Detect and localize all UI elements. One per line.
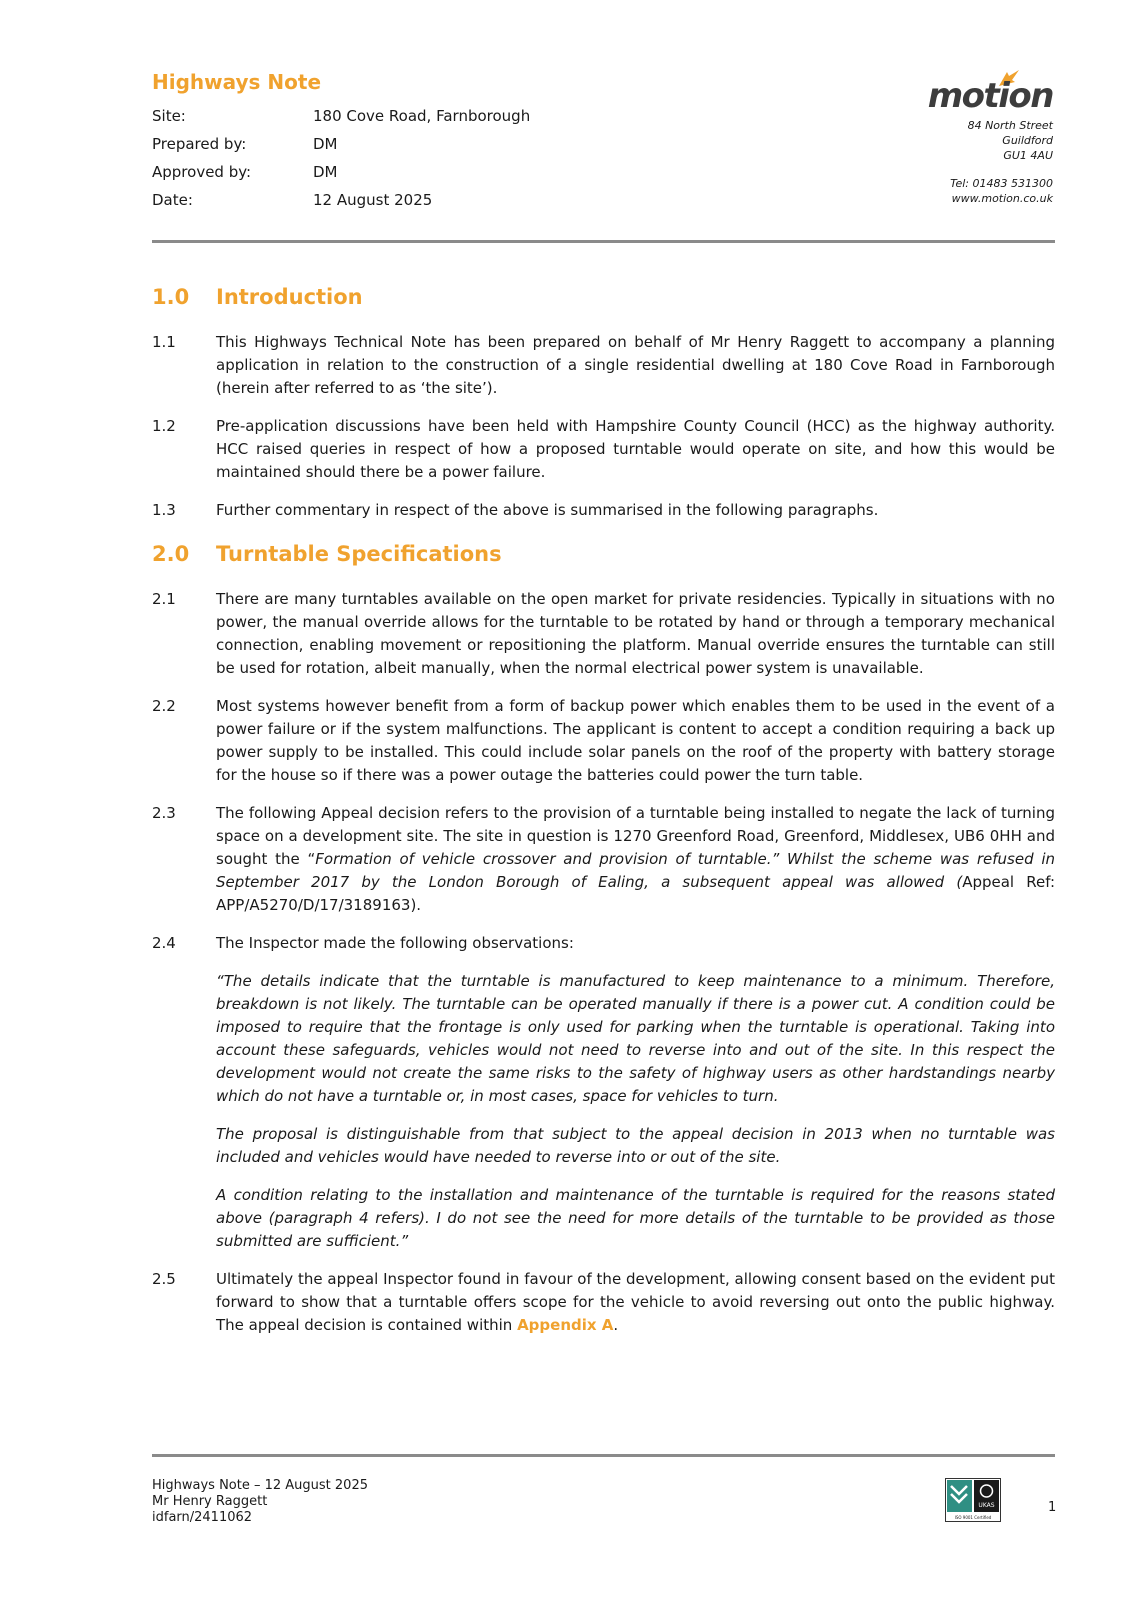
motion-logo bbox=[913, 68, 1053, 114]
paragraph-text: This Highways Technical Note has been prepared on behalf of Mr Henry Raggett to accompany a planning application in relation to the construction of a single residential dwelling at 180 Cove Road in Farnborough (herein after referred to as ‘the site’). bbox=[216, 333, 1055, 397]
company-address bbox=[950, 118, 1053, 206]
footer-line: Mr Henry Raggett bbox=[152, 1494, 268, 1509]
paragraph-text-part: The following Appeal decision refers to the provision of a turntable being installed to negate the lack of turning space on a development site. The site in question is 1270 Greenford Road, Greenford, Middlesex, UB6 0HH and sought the “ bbox=[216, 804, 1055, 868]
paragraph-number: 1.2 bbox=[152, 417, 176, 435]
paragraph-1-2 bbox=[152, 415, 1055, 484]
address-line: 84 North Street bbox=[967, 119, 1053, 132]
meta-label: Approved by: bbox=[152, 163, 252, 181]
cert-badge-label: UKAS bbox=[978, 1502, 995, 1509]
section-heading-turntable-specifications bbox=[152, 542, 1055, 566]
section-number: 1.0 bbox=[152, 285, 190, 309]
company-telephone: Tel: 01483 531300 bbox=[950, 177, 1053, 190]
paragraph-text: Pre-application discussions have been held with Hampshire County Council (HCC) as the highway authority. HCC raised queries in respect of how a proposed turntable would operate on site, and how this would be maintained should there be a power failure. bbox=[216, 417, 1055, 481]
paragraph-2-2 bbox=[152, 695, 1055, 787]
meta-row-approved-by bbox=[152, 158, 530, 186]
inspector-quote: “The details indicate that the turntable is manufactured to keep maintenance to a minimum. Therefore, breakdown is not likely. The turntable can be operated manually if there is a power cut. A condition could be imposed to require that the frontage is only used for parking when the turntable is operational. Taking into account these safeguards, vehicles would not need to reverse into and out of the site. In this respect the development would not create the same risks to the safety of highway users as other hardstandings nearby which do not have a turntable or, in most cases, space for vehicles to turn. bbox=[216, 972, 1055, 1105]
paragraph-text: The Inspector made the following observations: bbox=[216, 934, 574, 952]
paragraph-2-4 bbox=[152, 932, 1055, 955]
paragraph-number: 2.1 bbox=[152, 590, 176, 608]
paragraph-2-3 bbox=[152, 802, 1055, 917]
meta-value: DM bbox=[313, 135, 338, 153]
meta-label: Prepared by: bbox=[152, 135, 247, 153]
meta-value: DM bbox=[313, 163, 338, 181]
paragraph-number: 2.5 bbox=[152, 1270, 176, 1288]
document-meta bbox=[152, 102, 530, 214]
paragraph-text bbox=[216, 1268, 1055, 1337]
paragraph-number: 1.1 bbox=[152, 333, 176, 351]
logo-wordmark: motion bbox=[927, 76, 1053, 116]
page-number: 1 bbox=[1048, 1500, 1057, 1515]
inspector-quote: The proposal is distinguishable from that subject to the appeal decision in 2013 when no turntable was included and vehicles would have needed to reverse into or out of the site. bbox=[216, 1125, 1055, 1166]
paragraph-1-1 bbox=[152, 331, 1055, 400]
meta-row-date bbox=[152, 186, 530, 214]
header-divider bbox=[152, 240, 1055, 243]
certification-badge-icon bbox=[945, 1478, 1001, 1522]
meta-row-prepared-by bbox=[152, 130, 530, 158]
meta-label: Date: bbox=[152, 191, 193, 209]
section-heading-introduction bbox=[152, 285, 1055, 309]
meta-value: 180 Cove Road, Farnborough bbox=[313, 107, 531, 125]
paragraph-text: There are many turntables available on the open market for private residencies. Typically in situations with no power, the manual override allows for the turntable to be rotated by hand or through a temporary mechanical connection, enabling movement or repositioning the platform. Manual override ensures the turntable can still be used for rotation, albeit manually, when the normal electrical power system is unavailable. bbox=[216, 590, 1055, 677]
section-number: 2.0 bbox=[152, 542, 190, 566]
document-body bbox=[152, 285, 1055, 1352]
meta-label: Site: bbox=[152, 107, 186, 125]
paragraph-number: 2.2 bbox=[152, 697, 176, 715]
paragraph-number: 2.3 bbox=[152, 804, 176, 822]
quoted-description: Formation of vehicle crossover and provision of turntable.” Whilst the scheme was refused in September 2017 by the London Borough of Ealing, a subsequent appeal was allowed ( bbox=[216, 850, 1055, 891]
footer-line: Highways Note – 12 August 2025 bbox=[152, 1478, 368, 1493]
meta-value: 12 August 2025 bbox=[313, 191, 433, 209]
footer-divider bbox=[152, 1454, 1055, 1457]
paragraph-2-1 bbox=[152, 588, 1055, 680]
address-line: GU1 4AU bbox=[1003, 149, 1053, 162]
meta-row-site bbox=[152, 102, 530, 130]
paragraph-text: Further commentary in respect of the above is summarised in the following paragraphs. bbox=[216, 501, 879, 519]
paragraph-text-part: Ultimately the appeal Inspector found in favour of the development, allowing consent based on the evident put forward to show that a turntable offers scope for the vehicle to avoid reversing out onto the public highway. The appeal decision is contained within bbox=[216, 1270, 1055, 1334]
paragraph-text-end: . bbox=[613, 1316, 619, 1334]
footer-line: idfarn/2411062 bbox=[152, 1510, 253, 1525]
appendix-a-link[interactable]: Appendix A bbox=[517, 1316, 614, 1334]
paragraph-number: 1.3 bbox=[152, 501, 176, 519]
cert-badge-caption: ISO 9001 Certified bbox=[954, 1515, 992, 1520]
company-website: www.motion.co.uk bbox=[951, 192, 1053, 205]
paragraph-number: 2.4 bbox=[152, 934, 176, 952]
document-title: Highways Note bbox=[152, 70, 322, 94]
paragraph-2-5 bbox=[152, 1268, 1055, 1337]
address-line: Guildford bbox=[1002, 134, 1053, 147]
section-title: Introduction bbox=[216, 285, 363, 309]
appeal-reference: Appeal Ref: APP/A5270/D/17/3189163). bbox=[216, 873, 1055, 914]
paragraph-text: Most systems however benefit from a form of backup power which enables them to be used in the event of a power failure or if the system malfunctions. The applicant is content to accept a condition requiring a back up power supply to be installed. This could include solar panels on the roof of the property with battery storage for the house so if there was a power outage the batteries could power the turn table. bbox=[216, 697, 1055, 784]
footer-info bbox=[152, 1478, 368, 1526]
inspector-quote: A condition relating to the installation and maintenance of the turntable is required for the reasons stated above (paragraph 4 refers). I do not see the need for more details of the turntable to be provided as those submitted are sufficient.” bbox=[216, 1186, 1055, 1250]
paragraph-1-3 bbox=[152, 499, 1055, 522]
section-title: Turntable Specifications bbox=[216, 542, 502, 566]
paragraph-text bbox=[216, 802, 1055, 917]
